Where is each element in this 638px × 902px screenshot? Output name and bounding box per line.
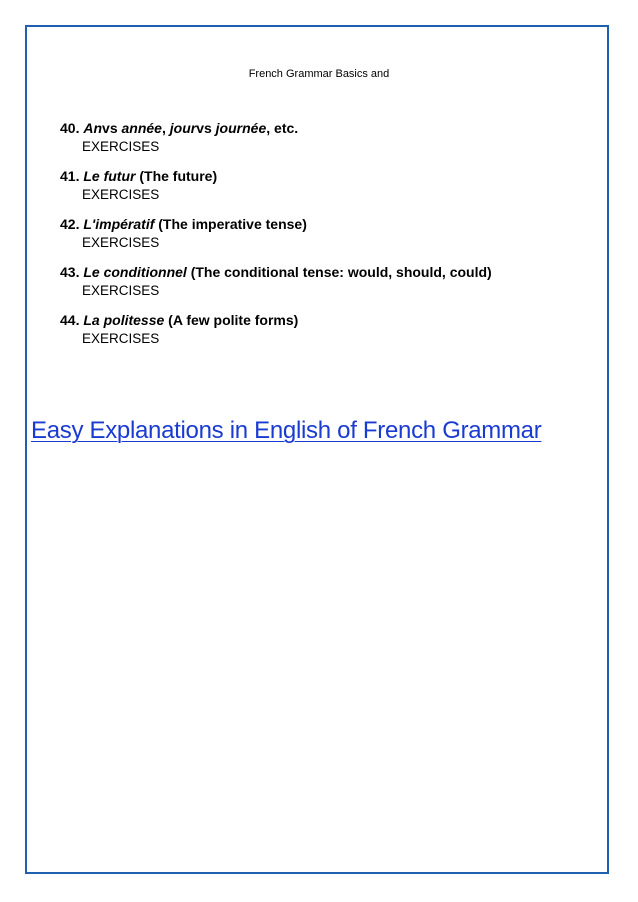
toc-title-segment: (A few polite forms): [164, 312, 299, 328]
toc-entry-text: [83, 216, 307, 232]
toc-entry-title: [60, 167, 580, 186]
toc-title-segment: L'impératif: [83, 216, 155, 232]
toc-title-segment: (The future): [135, 168, 218, 184]
toc-title-segment: (The imperative tense): [154, 216, 307, 232]
toc-entry-exercises: EXERCISES: [82, 331, 160, 346]
toc-entry-title: [60, 215, 580, 234]
toc-entry: [60, 215, 580, 251]
toc-entry-title: [60, 119, 580, 138]
toc-entry-text: [83, 120, 298, 136]
toc-entry: [60, 311, 580, 347]
table-of-contents: [60, 119, 580, 359]
toc-entry-exercises: EXERCISES: [82, 283, 160, 298]
toc-entry-title: [60, 311, 580, 330]
toc-entry-number: 43.: [60, 264, 80, 280]
toc-entry-text: [83, 312, 298, 328]
book-title-link[interactable]: Easy Explanations in English of French Grammar: [31, 417, 542, 444]
toc-entry: [60, 119, 580, 155]
toc-entry-number: 40.: [60, 120, 80, 136]
toc-entry-title: [60, 263, 580, 282]
toc-title-segment: jour: [169, 120, 197, 136]
toc-entry: [60, 167, 580, 203]
toc-entry-exercises: EXERCISES: [82, 139, 160, 154]
toc-entry-exercises: EXERCISES: [82, 235, 160, 250]
toc-title-segment: Le conditionnel: [83, 264, 187, 280]
toc-title-segment: vs: [196, 120, 216, 136]
toc-entry-number: 44.: [60, 312, 80, 328]
toc-entry-number: 42.: [60, 216, 80, 232]
toc-title-segment: journée: [215, 120, 267, 136]
toc-title-segment: Le futur: [83, 168, 136, 184]
toc-entry-exercises: EXERCISES: [82, 187, 160, 202]
toc-entry-text: [83, 168, 217, 184]
toc-title-segment: année: [121, 120, 162, 136]
toc-entry-number: 41.: [60, 168, 80, 184]
toc-title-segment: (The conditional tense: would, should, could): [186, 264, 492, 280]
toc-title-segment: An: [83, 120, 103, 136]
toc-title-segment: , etc.: [266, 120, 299, 136]
toc-title-segment: vs: [102, 120, 122, 136]
running-header: French Grammar Basics and: [248, 68, 390, 80]
toc-entry: [60, 263, 580, 299]
toc-title-segment: La politesse: [83, 312, 165, 328]
toc-title-segment: ,: [161, 120, 170, 136]
toc-entry-text: [83, 264, 491, 280]
